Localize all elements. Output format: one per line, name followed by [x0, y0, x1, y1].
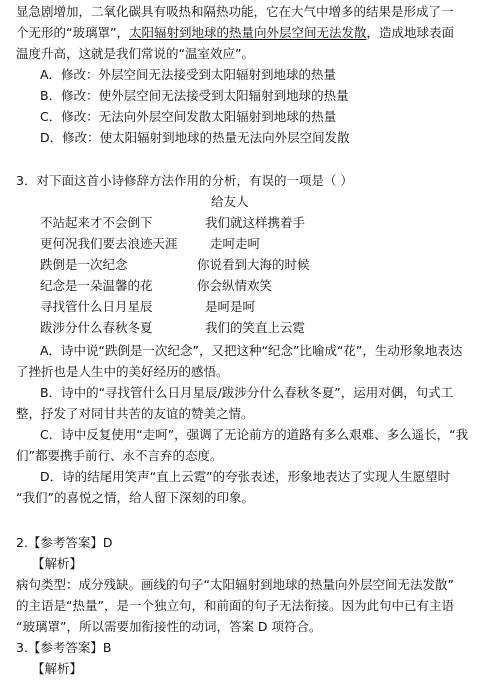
q2-stem-text: 个无形的“玻璃罩”，	[16, 25, 129, 40]
poem-line-left: 纪念是一朵温馨的花	[40, 278, 153, 293]
poem-title: 给友人	[211, 194, 249, 209]
poem-line-right: 你会纵情欢笑	[197, 278, 273, 293]
poem-line-right: 是呵是呵	[205, 299, 256, 314]
q2-underlined-sentence: 太阳辐射到地球的热量向外层空间无法发散	[128, 25, 367, 40]
q3-option-d-cont: “我们”的喜悦之情，给人留下深刻的印象。	[16, 490, 254, 505]
q2-option-c: C．修改：无法向外层空间发散太阳辐射到地球的热量	[40, 109, 337, 124]
q2-stem-text: ，造成地球表面	[366, 25, 454, 40]
q3-option-d: D．诗的结尾用笑声“直上云霓”的夸张表述，形象地表达了实现人生愿望时	[40, 469, 451, 484]
poem-line-right: 我们就这样携着手	[205, 215, 306, 230]
q2-stem-line-1: 显急剧增加，二氧化碳具有吸热和隔热功能，它在大气中增多的结果是形成了一	[16, 4, 454, 19]
poem-line-right: 走呵走呵	[210, 236, 261, 251]
q2-option-d: D．修改：使太阳辐射到地球的热量无法向外层空间发散	[40, 130, 350, 145]
q3-stem: 3．对下面这首小诗修辞方法作用的分析，有误的一项是（ ）	[16, 173, 353, 188]
answer-2-heading: 2.【参考答案】D	[16, 535, 113, 550]
answer-3-analysis-label: 【解析】	[32, 661, 83, 676]
q2-stem-line-3: 温度升高，这就是我们常说的“温室效应”。	[16, 46, 254, 61]
poem-line-left: 跋涉分什么春秋冬夏	[40, 320, 153, 335]
q3-option-a-cont: 了挫折也是人生中的美好经历的感悟。	[16, 364, 229, 379]
q3-option-b-cont: 整，抒发了对同甘共苦的友谊的赞美之情。	[16, 406, 254, 421]
answer-2-analysis-line: “玻璃罩”，所以需要加衔接性的动词，答案 D 项符合。	[16, 619, 322, 634]
answer-2-analysis-label: 【解析】	[32, 556, 83, 571]
q3-option-c-cont: 们”都要携手前行、永不言弃的态度。	[16, 448, 223, 463]
answer-2-analysis-line: 病句类型：成分残缺。画线的句子“太阳辐射到地球的热量向外层空间无法发散”	[16, 577, 454, 592]
poem-line-right: 你说看到大海的时候	[197, 257, 310, 272]
poem-line-right: 我们的笑直上云霓	[205, 320, 306, 335]
answer-2-analysis-line: 的主语是“热量”，是一个独立句，和前面的句子无法衔接。因为此句中已有主语	[16, 598, 454, 613]
poem-line-left: 不站起来才不会倒下	[40, 215, 153, 230]
q3-option-b: B．诗中的“寻找管什么日月星辰/跋涉分什么春秋冬夏”，运用对偶，句式工	[40, 385, 454, 400]
q2-option-b: B．修改：使外层空间无法接受到太阳辐射到地球的热量	[40, 88, 349, 103]
q3-option-a: A．诗中说“跌倒是一次纪念”，又把这种“纪念”比喻成“花”，生动形象地表达	[40, 343, 463, 358]
poem-line-left: 寻找管什么日月星辰	[40, 299, 153, 314]
q2-stem-line-2	[16, 24, 454, 42]
q3-option-c: C．诗中反复使用“走呵”，强调了无论前方的道路有多么艰难、多么遥长，“我	[40, 427, 469, 442]
answer-3-heading: 3.【参考答案】B	[16, 640, 112, 655]
poem-line-left: 跌倒是一次纪念	[40, 257, 128, 272]
poem-line-left: 更何况我们要去浪迹天涯	[40, 236, 178, 251]
q2-option-a: A．修改：外层空间无法接受到太阳辐射到地球的热量	[40, 67, 337, 82]
